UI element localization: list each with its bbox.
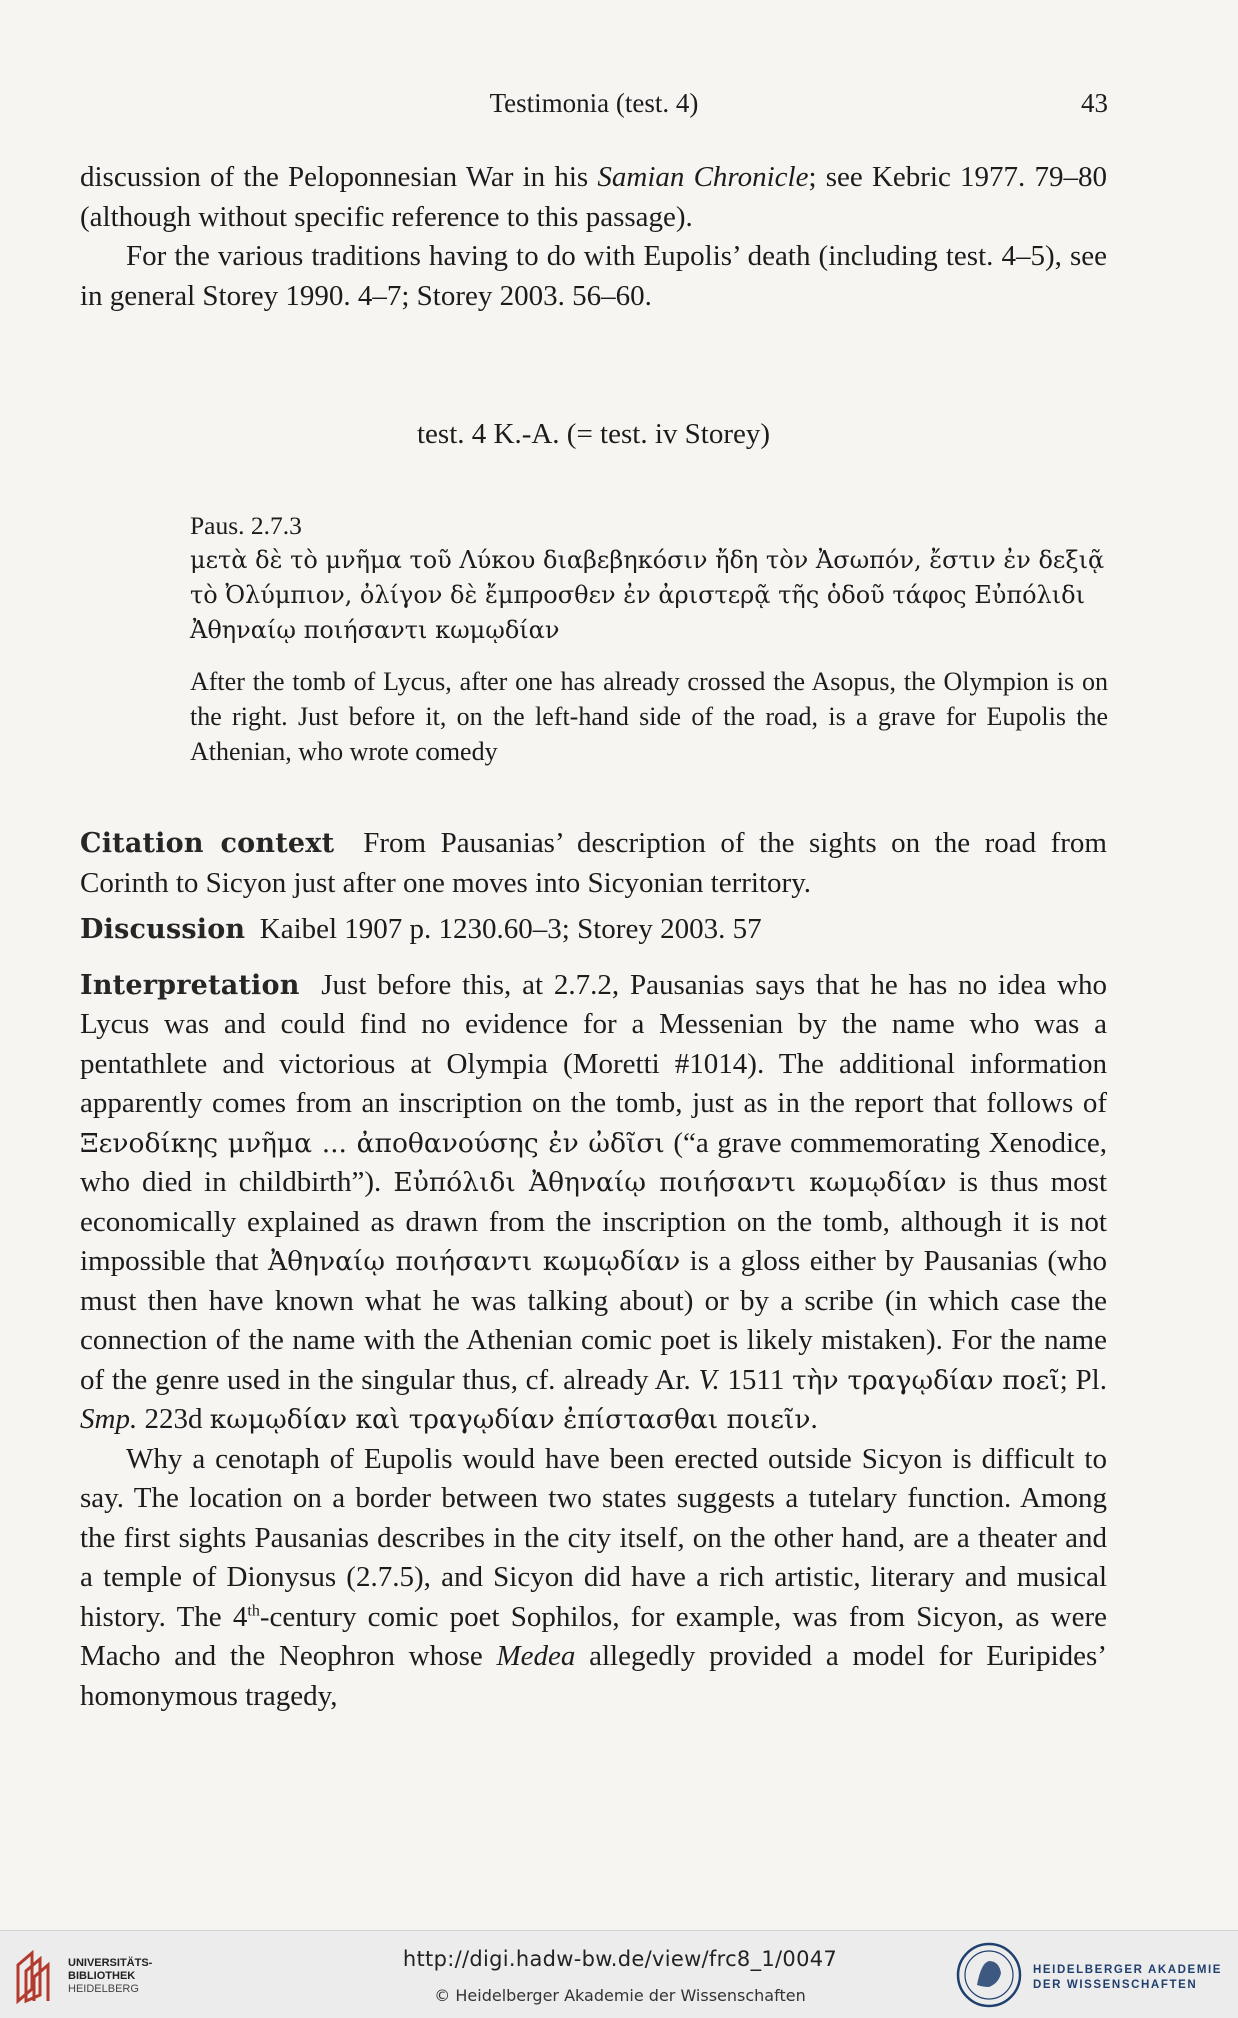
citation-context-label: Citation context xyxy=(80,828,335,859)
commentary xyxy=(80,824,1107,1716)
intro-paragraph-2: For the various traditions having to do with Eupolis’ death (including test. 4–5), see in general Storey 1990. 4–7; Storey 2003. 56–60. xyxy=(80,240,1107,312)
discussion-label: Discussion xyxy=(80,914,246,945)
intro-text xyxy=(80,158,1107,316)
testimonium-heading: test. 4 K.-A. (= test. iv Storey) xyxy=(416,418,771,450)
source-quotation xyxy=(190,508,1108,769)
permalink-url[interactable]: http://digi.hadw-bw.de/view/frc8_1/0047 xyxy=(402,1947,838,1971)
intro-paragraph-1: discussion of the Peloponnesian War in his Samian Chronicle; see Kebric 1977. 79–80 (although without specific reference to this passage). xyxy=(80,161,1107,233)
greek-line-3: Ἀθηναίῳ ποιήσαντι κωμῳδίαν xyxy=(190,616,560,644)
copyright-notice: © Heidelberger Akademie der Wissenschaften xyxy=(434,1986,806,2005)
library-logo-icon xyxy=(12,1949,62,2004)
university-library-logo[interactable] xyxy=(12,1949,222,2004)
academy-logo-text: HEIDELBERGER AKADEMIE DER WISSENSCHAFTEN xyxy=(1033,1964,1223,1991)
interpretation-label: Interpretation xyxy=(80,969,300,1001)
academy-logo[interactable] xyxy=(955,1941,1235,2009)
library-logo-text: UNIVERSITÄTS- BIBLIOTHEK HEIDELBERG xyxy=(68,1957,153,1995)
final-paragraph: Why a cenotaph of Eupolis would have been erected outside Sicyon is difficult to say. The location on a border between two states suggests a tutelary function. Among the first sights Pausanias describes in the city itself, on the other hand, are a theater and a temple of Dionysus (2.7.5), and Sicyon did have a rich artistic, literary and musical history. The 4th-century comic poet Sophilos, for example, was from Sicyon, as were Macho and the Neophron whose Medea allegedly provided a model for Euripides’ homonymous tragedy, xyxy=(80,1442,1107,1712)
greek-line-1: μετὰ δὲ τὸ μνῆμα τοῦ Λύκου διαβεβηκόσιν ἤδη τὸν Ἀσωπόν, ἔστιν ἐν δεξιᾷ xyxy=(190,546,1105,574)
interpretation-paragraph: Interpretation Just before this, at 2.7.2, Pausanias says that he has no idea who Lycus was and could find no evidence for a Messenian by the name who was a pentathlete and victorious at Olympia (Moretti #1014). The additional information apparently comes from an inscription on the tomb, just as in the report that follows of Ξενοδίκης μνῆμα ... ἀποθανούσης ἐν ὠδῖσι (“a grave commemorating Xenodice, who died in childbirth”). Εὐπόλιδι Ἀθηναίῳ ποιήσαντι κωμῳδίαν is thus most economically explained as drawn from the inscription on the tomb, although it is not impossible that Ἀθηναίῳ ποιήσαντι κωμῳδίαν is a gloss either by Pausanias (who must then have known what he was talking about) or by a scribe (in which case the connection of the name with the Athenian comic poet is likely mistaken). For the name of the genre used in the singular thus, cf. already Ar. V. 1511 τὴν τραγῳδίαν ποεῖ; Pl. Smp. 223d κωμῳδίαν καὶ τραγῳδίαν ἐπίστασθαι ποιεῖν. xyxy=(80,968,1108,1435)
academy-seal-icon xyxy=(955,1941,1023,2009)
translation: After the tomb of Lycus, after one has already crossed the Asopus, the Olympion is on the right. Just before it, on the left-hand side of the road, is a grave for Eupolis the Athenian, who wrote comedy xyxy=(190,667,1108,766)
discussion-paragraph: Discussion Kaibel 1907 p. 1230.60–3; Storey 2003. 57 xyxy=(80,913,762,945)
page-number: 43 xyxy=(1081,88,1108,118)
greek-line-2: τὸ Ὀλύμπιον, ὀλίγον δὲ ἔμπροσθεν ἐν ἀριστερᾷ τῆς ὁδοῦ τάφος Εὐπόλιδι xyxy=(190,581,1086,609)
citation-context-paragraph: Citation context From Pausanias’ description of the sights on the road from Corinth to Sicyon just after one moves into Sicyonian territory. xyxy=(80,827,1107,899)
viewer-footer xyxy=(0,1930,1238,2018)
source-reference: Paus. 2.7.3 xyxy=(190,511,302,540)
running-title: Testimonia (test. 4) xyxy=(489,88,699,118)
